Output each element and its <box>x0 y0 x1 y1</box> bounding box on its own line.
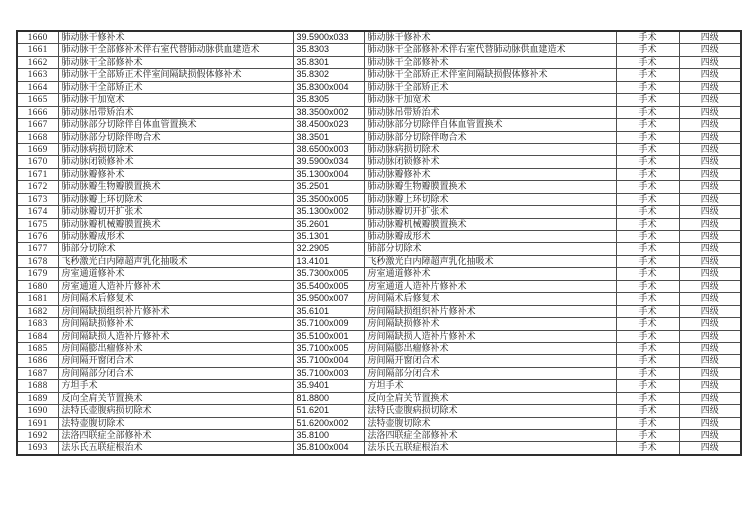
procedure-code-cell: 35.7100x003 <box>293 367 364 379</box>
procedure-name-repeat-cell: 房间隔术后修复术 <box>364 293 616 305</box>
row-number-cell: 1676 <box>17 231 58 243</box>
row-number-cell: 1660 <box>17 31 58 44</box>
category-cell: 手术 <box>616 94 679 106</box>
row-number-cell: 1683 <box>17 318 58 330</box>
row-number-cell: 1681 <box>17 293 58 305</box>
procedure-name-repeat-cell: 房间隔缺损人造补片修补术 <box>364 330 616 342</box>
category-cell: 手术 <box>616 156 679 168</box>
category-cell: 手术 <box>616 392 679 404</box>
procedure-name-repeat-cell: 肺动脉瓣切开扩张术 <box>364 206 616 218</box>
procedure-code-cell: 35.5100x001 <box>293 330 364 342</box>
procedure-code-cell: 13.4101 <box>293 255 364 267</box>
procedure-name-repeat-cell: 飞秒激光白内障超声乳化抽吸术 <box>364 255 616 267</box>
category-cell: 手术 <box>616 106 679 118</box>
level-cell: 四级 <box>679 430 741 442</box>
procedure-name-repeat-cell: 法特氏壶腹病损切除术 <box>364 405 616 417</box>
procedure-code-cell: 35.8305 <box>293 94 364 106</box>
category-cell: 手术 <box>616 81 679 93</box>
row-number-cell: 1671 <box>17 168 58 180</box>
row-number-cell: 1665 <box>17 94 58 106</box>
category-cell: 手术 <box>616 280 679 292</box>
procedure-code-cell: 35.9401 <box>293 380 364 392</box>
table-row <box>17 231 741 243</box>
table-row <box>17 218 741 230</box>
row-number-cell: 1663 <box>17 69 58 81</box>
procedure-code-cell: 35.7300x005 <box>293 268 364 280</box>
table-row <box>17 106 741 118</box>
category-cell: 手术 <box>616 417 679 429</box>
table-row <box>17 131 741 143</box>
level-cell: 四级 <box>679 218 741 230</box>
procedure-name-repeat-cell: 房间隔开窗闭合术 <box>364 355 616 367</box>
table-row <box>17 342 741 354</box>
category-cell: 手术 <box>616 255 679 267</box>
table-row <box>17 181 741 193</box>
procedure-name-repeat-cell: 房室通道人造补片修补术 <box>364 280 616 292</box>
table-row <box>17 81 741 93</box>
category-cell: 手术 <box>616 442 679 455</box>
procedure-name-cell: 房室通道人造补片修补术 <box>58 280 293 292</box>
procedure-name-repeat-cell: 肺动脉病损切除术 <box>364 143 616 155</box>
table-row <box>17 268 741 280</box>
level-cell: 四级 <box>679 305 741 317</box>
procedure-name-cell: 肺动脉干全部矫正术伴室间隔缺损假体修补术 <box>58 69 293 81</box>
level-cell: 四级 <box>679 268 741 280</box>
level-cell: 四级 <box>679 442 741 455</box>
row-number-cell: 1682 <box>17 305 58 317</box>
procedure-name-repeat-cell: 房间隔缺损修补术 <box>364 318 616 330</box>
procedure-code-cell: 39.5900x033 <box>293 31 364 44</box>
row-number-cell: 1686 <box>17 355 58 367</box>
row-number-cell: 1664 <box>17 81 58 93</box>
table-row <box>17 56 741 68</box>
procedure-name-cell: 肺动脉病损切除术 <box>58 143 293 155</box>
row-number-cell: 1677 <box>17 243 58 255</box>
table-row <box>17 243 741 255</box>
table-row <box>17 442 741 455</box>
procedure-name-cell: 肺动脉瓣修补术 <box>58 168 293 180</box>
row-number-cell: 1675 <box>17 218 58 230</box>
table-row <box>17 355 741 367</box>
table-row <box>17 206 741 218</box>
procedure-name-repeat-cell: 法乐氏五联症根治术 <box>364 442 616 455</box>
level-cell: 四级 <box>679 342 741 354</box>
procedure-name-repeat-cell: 肺动脉干全部修补术 <box>364 56 616 68</box>
table-row <box>17 367 741 379</box>
procedure-name-cell: 房间隔缺损人造补片修补术 <box>58 330 293 342</box>
procedure-name-repeat-cell: 房室通道修补术 <box>364 268 616 280</box>
level-cell: 四级 <box>679 193 741 205</box>
level-cell: 四级 <box>679 94 741 106</box>
procedure-code-cell: 35.5400x005 <box>293 280 364 292</box>
table-row <box>17 305 741 317</box>
row-number-cell: 1690 <box>17 405 58 417</box>
table-row <box>17 430 741 442</box>
category-cell: 手术 <box>616 31 679 44</box>
level-cell: 四级 <box>679 355 741 367</box>
category-cell: 手术 <box>616 355 679 367</box>
procedure-name-cell: 房室通道修补术 <box>58 268 293 280</box>
level-cell: 四级 <box>679 255 741 267</box>
row-number-cell: 1661 <box>17 44 58 56</box>
table-row <box>17 69 741 81</box>
table-row <box>17 44 741 56</box>
procedure-name-repeat-cell: 肺动脉干全部矫正术 <box>364 81 616 93</box>
procedure-name-repeat-cell: 肺动脉部分切除伴吻合术 <box>364 131 616 143</box>
category-cell: 手术 <box>616 380 679 392</box>
procedure-code-cell: 35.1300x002 <box>293 206 364 218</box>
procedure-code-cell: 35.7100x009 <box>293 318 364 330</box>
category-cell: 手术 <box>616 405 679 417</box>
procedure-name-cell: 反向全肩关节置换术 <box>58 392 293 404</box>
level-cell: 四级 <box>679 293 741 305</box>
procedure-name-repeat-cell: 肺部分切除术 <box>364 243 616 255</box>
procedure-name-repeat-cell: 方坦手术 <box>364 380 616 392</box>
procedure-name-repeat-cell: 肺动脉瓣修补术 <box>364 168 616 180</box>
category-cell: 手术 <box>616 119 679 131</box>
procedure-name-repeat-cell: 法洛四联症全部修补术 <box>364 430 616 442</box>
procedure-name-cell: 房间隔缺损组织补片修补术 <box>58 305 293 317</box>
row-number-cell: 1689 <box>17 392 58 404</box>
category-cell: 手术 <box>616 305 679 317</box>
row-number-cell: 1684 <box>17 330 58 342</box>
row-number-cell: 1692 <box>17 430 58 442</box>
table-row <box>17 31 741 44</box>
level-cell: 四级 <box>679 31 741 44</box>
level-cell: 四级 <box>679 206 741 218</box>
procedure-name-repeat-cell: 肺动脉干全部修补术伴右室代替肺动脉供血建造术 <box>364 44 616 56</box>
level-cell: 四级 <box>679 380 741 392</box>
category-cell: 手术 <box>616 193 679 205</box>
table-body <box>17 31 741 455</box>
level-cell: 四级 <box>679 56 741 68</box>
procedure-code-cell: 35.8303 <box>293 44 364 56</box>
procedure-name-cell: 房间隔开窗闭合术 <box>58 355 293 367</box>
procedure-code-cell: 35.3500x005 <box>293 193 364 205</box>
procedure-code-cell: 35.2601 <box>293 218 364 230</box>
row-number-cell: 1669 <box>17 143 58 155</box>
level-cell: 四级 <box>679 417 741 429</box>
row-number-cell: 1679 <box>17 268 58 280</box>
table-row <box>17 255 741 267</box>
table-row <box>17 293 741 305</box>
level-cell: 四级 <box>679 156 741 168</box>
table-row <box>17 318 741 330</box>
procedure-name-repeat-cell: 肺动脉瓣成形术 <box>364 231 616 243</box>
level-cell: 四级 <box>679 231 741 243</box>
table-row <box>17 380 741 392</box>
procedure-name-cell: 方坦手术 <box>58 380 293 392</box>
procedure-code-cell: 35.1300x004 <box>293 168 364 180</box>
level-cell: 四级 <box>679 119 741 131</box>
procedure-name-repeat-cell: 肺动脉干修补术 <box>364 31 616 44</box>
level-cell: 四级 <box>679 243 741 255</box>
procedure-code-cell: 35.9500x007 <box>293 293 364 305</box>
procedure-name-cell: 飞秒激光白内障超声乳化抽吸术 <box>58 255 293 267</box>
procedure-name-repeat-cell: 房间隔部分闭合术 <box>364 367 616 379</box>
procedure-name-cell: 法特壶腹切除术 <box>58 417 293 429</box>
row-number-cell: 1662 <box>17 56 58 68</box>
row-number-cell: 1680 <box>17 280 58 292</box>
level-cell: 四级 <box>679 81 741 93</box>
procedure-name-repeat-cell: 肺动脉瓣上环切除术 <box>364 193 616 205</box>
level-cell: 四级 <box>679 392 741 404</box>
procedure-name-cell: 肺动脉闭锁修补术 <box>58 156 293 168</box>
category-cell: 手术 <box>616 342 679 354</box>
procedure-name-repeat-cell: 房间隔膨出瘤修补术 <box>364 342 616 354</box>
category-cell: 手术 <box>616 69 679 81</box>
category-cell: 手术 <box>616 168 679 180</box>
procedure-name-cell: 房间隔术后修复术 <box>58 293 293 305</box>
procedure-code-cell: 38.6500x003 <box>293 143 364 155</box>
procedure-name-cell: 肺动脉干加宽术 <box>58 94 293 106</box>
row-number-cell: 1691 <box>17 417 58 429</box>
category-cell: 手术 <box>616 218 679 230</box>
procedure-name-cell: 肺动脉瓣生物瓣膜置换术 <box>58 181 293 193</box>
procedure-code-cell: 35.8301 <box>293 56 364 68</box>
procedure-name-repeat-cell: 肺动脉部分切除伴自体血管置换术 <box>364 119 616 131</box>
procedure-name-repeat-cell: 肺动脉瓣机械瓣膜置换术 <box>364 218 616 230</box>
procedure-name-cell: 法洛四联症全部修补术 <box>58 430 293 442</box>
procedure-name-cell: 房间隔部分闭合术 <box>58 367 293 379</box>
procedure-code-cell: 35.6101 <box>293 305 364 317</box>
table-row <box>17 119 741 131</box>
procedure-code-cell: 35.1301 <box>293 231 364 243</box>
category-cell: 手术 <box>616 143 679 155</box>
table-row <box>17 330 741 342</box>
procedure-name-cell: 肺动脉吊带矫治术 <box>58 106 293 118</box>
table-row <box>17 193 741 205</box>
row-number-cell: 1685 <box>17 342 58 354</box>
level-cell: 四级 <box>679 318 741 330</box>
procedure-code-cell: 51.6200x002 <box>293 417 364 429</box>
table-row <box>17 405 741 417</box>
procedure-code-cell: 35.7100x005 <box>293 342 364 354</box>
category-cell: 手术 <box>616 243 679 255</box>
level-cell: 四级 <box>679 106 741 118</box>
procedure-code-cell: 38.3501 <box>293 131 364 143</box>
procedure-name-repeat-cell: 肺动脉吊带矫治术 <box>364 106 616 118</box>
table-row <box>17 168 741 180</box>
row-number-cell: 1687 <box>17 367 58 379</box>
procedure-code-cell: 32.2905 <box>293 243 364 255</box>
table-row <box>17 280 741 292</box>
category-cell: 手术 <box>616 44 679 56</box>
procedure-name-cell: 肺动脉干全部修补术伴右室代替肺动脉供血建造术 <box>58 44 293 56</box>
table-row <box>17 143 741 155</box>
procedure-name-cell: 肺动脉干全部修补术 <box>58 56 293 68</box>
procedure-name-cell: 肺动脉部分切除伴自体血管置换术 <box>58 119 293 131</box>
category-cell: 手术 <box>616 318 679 330</box>
level-cell: 四级 <box>679 69 741 81</box>
procedure-name-repeat-cell: 肺动脉闭锁修补术 <box>364 156 616 168</box>
row-number-cell: 1693 <box>17 442 58 455</box>
procedure-name-cell: 肺动脉瓣机械瓣膜置换术 <box>58 218 293 230</box>
row-number-cell: 1666 <box>17 106 58 118</box>
procedure-table <box>16 30 742 456</box>
procedure-name-cell: 肺动脉部分切除伴吻合术 <box>58 131 293 143</box>
level-cell: 四级 <box>679 280 741 292</box>
procedure-name-repeat-cell: 肺动脉干加宽术 <box>364 94 616 106</box>
level-cell: 四级 <box>679 405 741 417</box>
procedure-code-cell: 35.2501 <box>293 181 364 193</box>
row-number-cell: 1670 <box>17 156 58 168</box>
row-number-cell: 1667 <box>17 119 58 131</box>
table-row <box>17 94 741 106</box>
category-cell: 手术 <box>616 268 679 280</box>
level-cell: 四级 <box>679 181 741 193</box>
level-cell: 四级 <box>679 168 741 180</box>
level-cell: 四级 <box>679 44 741 56</box>
procedure-name-repeat-cell: 房间隔缺损组织补片修补术 <box>364 305 616 317</box>
category-cell: 手术 <box>616 131 679 143</box>
category-cell: 手术 <box>616 181 679 193</box>
procedure-code-cell: 38.4500x023 <box>293 119 364 131</box>
category-cell: 手术 <box>616 367 679 379</box>
row-number-cell: 1678 <box>17 255 58 267</box>
procedure-name-cell: 肺动脉瓣上环切除术 <box>58 193 293 205</box>
procedure-code-cell: 35.8300x004 <box>293 81 364 93</box>
level-cell: 四级 <box>679 143 741 155</box>
row-number-cell: 1668 <box>17 131 58 143</box>
level-cell: 四级 <box>679 330 741 342</box>
procedure-name-repeat-cell: 反向全肩关节置换术 <box>364 392 616 404</box>
level-cell: 四级 <box>679 367 741 379</box>
table-row <box>17 417 741 429</box>
category-cell: 手术 <box>616 293 679 305</box>
row-number-cell: 1674 <box>17 206 58 218</box>
procedure-name-cell: 肺部分切除术 <box>58 243 293 255</box>
procedure-code-cell: 39.5900x034 <box>293 156 364 168</box>
category-cell: 手术 <box>616 231 679 243</box>
procedure-name-repeat-cell: 法特壶腹切除术 <box>364 417 616 429</box>
table-row <box>17 156 741 168</box>
category-cell: 手术 <box>616 330 679 342</box>
row-number-cell: 1672 <box>17 181 58 193</box>
table-row <box>17 392 741 404</box>
procedure-name-repeat-cell: 肺动脉干全部矫正术伴室间隔缺损假体修补术 <box>364 69 616 81</box>
procedure-name-cell: 肺动脉瓣成形术 <box>58 231 293 243</box>
row-number-cell: 1688 <box>17 380 58 392</box>
procedure-code-cell: 35.8100x004 <box>293 442 364 455</box>
row-number-cell: 1673 <box>17 193 58 205</box>
procedure-name-cell: 房间隔缺损修补术 <box>58 318 293 330</box>
procedure-code-cell: 35.8302 <box>293 69 364 81</box>
procedure-code-cell: 35.8100 <box>293 430 364 442</box>
procedure-code-cell: 51.6201 <box>293 405 364 417</box>
procedure-name-cell: 法特氏壶腹病损切除术 <box>58 405 293 417</box>
procedure-name-cell: 法乐氏五联症根治术 <box>58 442 293 455</box>
procedure-name-cell: 房间隔膨出瘤修补术 <box>58 342 293 354</box>
procedure-code-cell: 35.7100x004 <box>293 355 364 367</box>
category-cell: 手术 <box>616 206 679 218</box>
procedure-code-cell: 81.8800 <box>293 392 364 404</box>
procedure-name-cell: 肺动脉干全部矫正术 <box>58 81 293 93</box>
category-cell: 手术 <box>616 430 679 442</box>
procedure-name-repeat-cell: 肺动脉瓣生物瓣膜置换术 <box>364 181 616 193</box>
procedure-code-cell: 38.3500x002 <box>293 106 364 118</box>
level-cell: 四级 <box>679 131 741 143</box>
procedure-name-cell: 肺动脉干修补术 <box>58 31 293 44</box>
procedure-name-cell: 肺动脉瓣切开扩张术 <box>58 206 293 218</box>
category-cell: 手术 <box>616 56 679 68</box>
